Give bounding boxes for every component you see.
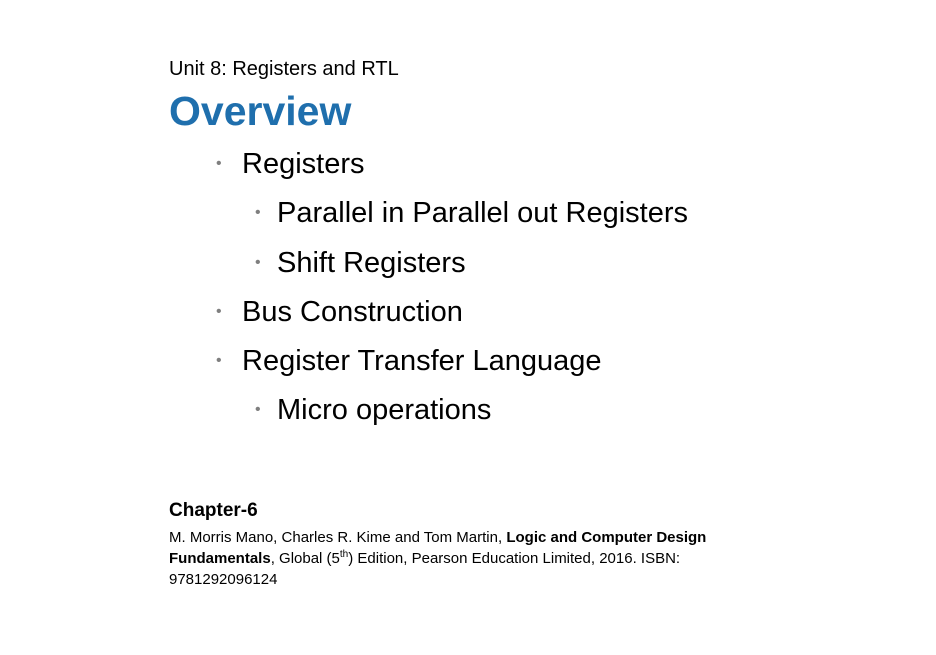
bullet-dot-icon: • — [255, 204, 261, 221]
reference-edition-superscript: th — [339, 549, 349, 560]
reference-publisher-part1: , Global (5 — [270, 550, 340, 567]
bullet-item — [255, 393, 492, 427]
bullet-dot-icon: • — [216, 155, 222, 172]
bullet-dot-icon: • — [255, 401, 261, 418]
slide-title: Overview — [169, 88, 352, 134]
reference-book-title-part2: Fundamentals — [169, 550, 271, 567]
bullet-item — [255, 196, 689, 230]
reference-citation — [169, 527, 829, 590]
bullet-text: Register Transfer Language — [242, 345, 602, 377]
bullet-dot-icon: • — [216, 352, 222, 369]
bullet-dot-icon: • — [255, 254, 261, 271]
bullet-text: Bus Construction — [242, 296, 463, 328]
reference-isbn: 9781292096124 — [169, 571, 278, 588]
reference-publisher-part2: ) Edition, Pearson Education Limited, 2016. ISBN: — [348, 550, 681, 567]
reference-line-2 — [169, 548, 829, 569]
chapter-label: Chapter-6 — [169, 500, 258, 521]
reference-line-1 — [169, 527, 829, 548]
bullet-dot-icon: • — [216, 303, 222, 320]
bullet-item — [216, 147, 365, 181]
bullet-item — [216, 344, 602, 378]
bullet-item — [216, 295, 463, 329]
bullet-text: Parallel in Parallel out Registers — [277, 197, 689, 229]
unit-title: Unit 8: Registers and RTL — [169, 58, 399, 80]
bullet-item — [255, 246, 466, 280]
bullet-text: Shift Registers — [277, 247, 466, 279]
bullet-text: Registers — [242, 148, 365, 180]
reference-authors: M. Morris Mano, Charles R. Kime and Tom Martin, — [169, 529, 507, 546]
reference-book-title-part1: Logic and Computer Design — [506, 529, 707, 546]
bullet-text: Micro operations — [277, 394, 492, 426]
